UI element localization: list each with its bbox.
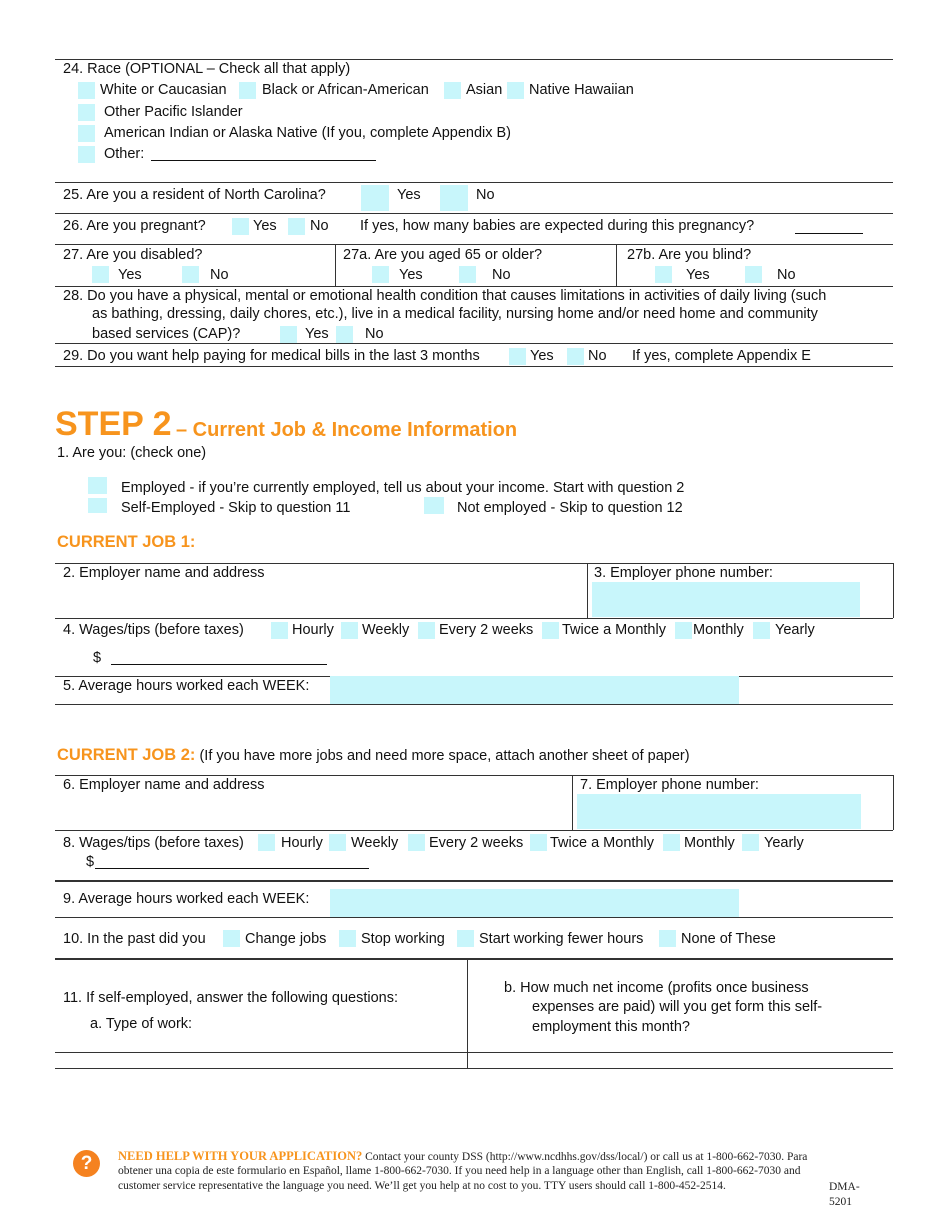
divider bbox=[335, 244, 336, 286]
q25-yes-checkbox[interactable] bbox=[361, 185, 389, 211]
job1-hourly-checkbox[interactable] bbox=[271, 622, 288, 639]
q26-no: No bbox=[310, 218, 329, 234]
job2-yearly: Yearly bbox=[764, 835, 804, 851]
job1-biweekly-checkbox[interactable] bbox=[418, 622, 435, 639]
job1-wages-label: 4. Wages/tips (before taxes) bbox=[63, 622, 244, 638]
checkbox-pacific-islander[interactable] bbox=[78, 104, 95, 121]
job2-dollar: $ bbox=[86, 854, 95, 870]
option-asian: Asian bbox=[466, 82, 503, 98]
self-employed-label: Self-Employed - Skip to question 11 bbox=[121, 500, 351, 516]
q10-fewer-hours: Start working fewer hours bbox=[479, 931, 644, 947]
job2-biweekly: Every 2 weeks bbox=[429, 835, 524, 851]
job2-hourly: Hourly bbox=[281, 835, 323, 851]
q27a-yes: Yes bbox=[399, 267, 423, 283]
q27-yes-checkbox[interactable] bbox=[92, 266, 109, 283]
q27b-no: No bbox=[777, 267, 796, 283]
option-black: Black or African-American bbox=[262, 82, 429, 98]
q25-yes: Yes bbox=[397, 187, 421, 203]
job1-twice-monthly: Twice a Monthly bbox=[562, 622, 666, 638]
job2-hours-label: 9. Average hours worked each WEEK: bbox=[63, 891, 310, 907]
option-pacific-islander: Other Pacific Islander bbox=[104, 104, 243, 120]
divider bbox=[55, 917, 893, 918]
divider bbox=[893, 775, 894, 830]
checkbox-asian[interactable] bbox=[444, 82, 461, 99]
option-american-indian: American Indian or Alaska Native (If you, complete Appendix B) bbox=[104, 125, 512, 141]
q27a-label: 27a. Are you aged 65 or older? bbox=[343, 247, 543, 263]
job1-dollar: $ bbox=[93, 650, 102, 666]
divider bbox=[55, 1052, 893, 1053]
job1-yearly: Yearly bbox=[775, 622, 815, 638]
job2-note: (If you have more jobs and need more space, attach another sheet of paper) bbox=[199, 748, 690, 764]
q10-none: None of These bbox=[681, 931, 776, 947]
other-input[interactable] bbox=[151, 160, 376, 161]
job1-monthly: Monthly bbox=[693, 622, 744, 638]
divider bbox=[55, 880, 893, 882]
q28-line2: as bathing, dressing, daily chores, etc.), live in a medical facility, nursing home and/or need home and community bbox=[92, 306, 818, 322]
q25-label: 25. Are you a resident of North Carolina? bbox=[63, 187, 326, 203]
divider bbox=[55, 618, 893, 619]
job2-hours-input[interactable] bbox=[330, 889, 739, 917]
help-line2: obtener una copia de este formulario en Español, llame 1-800-662-7030. If you need help in a language other than English, call 1-800-662-7030 and bbox=[118, 1165, 801, 1177]
q11-b-line2: expenses are paid) will you get form this self- bbox=[532, 999, 823, 1015]
q27b-label: 27b. Are you blind? bbox=[627, 247, 752, 263]
job1-phone-input[interactable] bbox=[592, 582, 860, 617]
divider bbox=[55, 704, 893, 705]
job1-weekly-checkbox[interactable] bbox=[341, 622, 358, 639]
q25-no-checkbox[interactable] bbox=[440, 185, 468, 211]
divider bbox=[55, 213, 893, 214]
job2-phone-label: 7. Employer phone number: bbox=[580, 777, 759, 793]
job2-hourly-checkbox[interactable] bbox=[258, 834, 275, 851]
q27-yes: Yes bbox=[118, 267, 142, 283]
job2-twice-monthly: Twice a Monthly bbox=[550, 835, 654, 851]
q28-line3: based services (CAP)? bbox=[92, 326, 241, 342]
q28-no-checkbox[interactable] bbox=[336, 326, 353, 343]
q27-label: 27. Are you disabled? bbox=[63, 247, 203, 263]
q29-no: No bbox=[588, 348, 607, 364]
job1-twice-monthly-checkbox[interactable] bbox=[542, 622, 559, 639]
option-native-hawaiian: Native Hawaiian bbox=[529, 82, 634, 98]
q10-change-jobs: Change jobs bbox=[245, 931, 327, 947]
job2-employer-label: 6. Employer name and address bbox=[63, 777, 265, 793]
q10-stop-working-checkbox[interactable] bbox=[339, 930, 356, 947]
divider bbox=[55, 563, 893, 564]
job2-wages-label: 8. Wages/tips (before taxes) bbox=[63, 835, 244, 851]
checkbox-other[interactable] bbox=[78, 146, 95, 163]
checkbox-black[interactable] bbox=[239, 82, 256, 99]
employed-checkbox[interactable] bbox=[88, 477, 107, 494]
q28-no: No bbox=[365, 326, 384, 342]
job1-hourly: Hourly bbox=[292, 622, 334, 638]
job2-wage-input[interactable] bbox=[95, 868, 369, 869]
q11-b-line3: employment this month? bbox=[532, 1019, 690, 1035]
job1-hours-input[interactable] bbox=[330, 676, 739, 704]
step2-title: – Current Job & Income Information bbox=[176, 419, 518, 441]
job1-weekly: Weekly bbox=[362, 622, 410, 638]
divider bbox=[55, 958, 893, 960]
divider bbox=[55, 59, 893, 60]
q25-no: No bbox=[476, 187, 495, 203]
checkbox-native-hawaiian[interactable] bbox=[507, 82, 524, 99]
divider bbox=[55, 244, 893, 245]
q27-no-checkbox[interactable] bbox=[182, 266, 199, 283]
divider bbox=[55, 286, 893, 287]
job2-heading: CURRENT JOB 2: bbox=[57, 746, 196, 764]
job2-biweekly-checkbox[interactable] bbox=[408, 834, 425, 851]
q27-no: No bbox=[210, 267, 229, 283]
self-employed-checkbox[interactable] bbox=[88, 498, 107, 513]
divider bbox=[55, 343, 893, 344]
q10-change-jobs-checkbox[interactable] bbox=[223, 930, 240, 947]
help-line3: customer service representative the language you need. We’ll get you help at no cost to you. TTY users should call 1-800-452-2514. bbox=[118, 1180, 726, 1192]
q27b-yes: Yes bbox=[686, 267, 710, 283]
job1-biweekly: Every 2 weeks bbox=[439, 622, 534, 638]
q29-yes-checkbox[interactable] bbox=[509, 348, 526, 365]
q10-label: 10. In the past did you bbox=[63, 931, 206, 947]
divider bbox=[55, 830, 893, 831]
job1-monthly-checkbox[interactable] bbox=[675, 622, 692, 639]
divider bbox=[893, 563, 894, 618]
job1-phone-label: 3. Employer phone number: bbox=[594, 565, 773, 581]
option-white: White or Caucasian bbox=[100, 82, 227, 98]
job2-weekly-checkbox[interactable] bbox=[329, 834, 346, 851]
job2-twice-monthly-checkbox[interactable] bbox=[530, 834, 547, 851]
job1-yearly-checkbox[interactable] bbox=[753, 622, 770, 639]
q27a-no-checkbox[interactable] bbox=[459, 266, 476, 283]
q10-fewer-hours-checkbox[interactable] bbox=[457, 930, 474, 947]
q24-label: 24. Race (OPTIONAL – Check all that apply) bbox=[63, 61, 351, 77]
q27a-yes-checkbox[interactable] bbox=[372, 266, 389, 283]
step2-number: STEP 2 bbox=[55, 405, 172, 443]
help-question-icon: ? bbox=[73, 1150, 100, 1177]
q28-yes: Yes bbox=[305, 326, 329, 342]
job2-heading-row bbox=[57, 746, 690, 765]
help-text-1: Contact your county DSS (http://www.ncdhhs.gov/dss/local/) or call us at 1-800-662-7030. Para bbox=[362, 1151, 808, 1163]
q26-yes-checkbox[interactable] bbox=[232, 218, 249, 235]
job2-monthly: Monthly bbox=[684, 835, 735, 851]
q27b-no-checkbox[interactable] bbox=[745, 266, 762, 283]
divider bbox=[587, 563, 588, 618]
form-id-2: 5201 bbox=[829, 1196, 852, 1208]
job1-employer-label: 2. Employer name and address bbox=[63, 565, 265, 581]
step2-q1: 1. Are you: (check one) bbox=[57, 445, 207, 461]
job1-hours-label: 5. Average hours worked each WEEK: bbox=[63, 678, 310, 694]
q27b-yes-checkbox[interactable] bbox=[655, 266, 672, 283]
job2-weekly: Weekly bbox=[351, 835, 399, 851]
option-other: Other: bbox=[104, 146, 145, 162]
q10-stop-working: Stop working bbox=[361, 931, 445, 947]
q28-yes-checkbox[interactable] bbox=[280, 326, 297, 343]
job1-wage-input[interactable] bbox=[111, 664, 327, 665]
divider bbox=[55, 775, 893, 776]
divider bbox=[55, 182, 893, 183]
q26-label: 26. Are you pregnant? bbox=[63, 218, 206, 234]
not-employed-label: Not employed - Skip to question 12 bbox=[457, 500, 683, 516]
q11-label: 11. If self-employed, answer the following questions: bbox=[63, 990, 399, 1006]
q26-no-checkbox[interactable] bbox=[288, 218, 305, 235]
q29-no-checkbox[interactable] bbox=[567, 348, 584, 365]
divider bbox=[55, 1068, 893, 1069]
q26-followup: If yes, how many babies are expected during this pregnancy? bbox=[360, 218, 755, 234]
q27a-no: No bbox=[492, 267, 511, 283]
checkbox-white[interactable] bbox=[78, 82, 95, 99]
q11-a: a. Type of work: bbox=[90, 1016, 193, 1032]
babies-count-input[interactable] bbox=[795, 233, 863, 234]
divider bbox=[55, 366, 893, 367]
job2-monthly-checkbox[interactable] bbox=[663, 834, 680, 851]
form-id-1: DMA- bbox=[829, 1181, 860, 1193]
help-heading: NEED HELP WITH YOUR APPLICATION? bbox=[118, 1149, 363, 1163]
q29-label: 29. Do you want help paying for medical bills in the last 3 months bbox=[63, 348, 480, 364]
q29-note: If yes, complete Appendix E bbox=[632, 348, 811, 364]
divider bbox=[616, 244, 617, 286]
checkbox-american-indian[interactable] bbox=[78, 125, 95, 142]
not-employed-checkbox[interactable] bbox=[424, 497, 444, 514]
divider bbox=[572, 775, 573, 830]
q26-yes: Yes bbox=[253, 218, 277, 234]
employed-label: Employed - if you’re currently employed, tell us about your income. Start with question 2 bbox=[121, 480, 685, 496]
q29-yes: Yes bbox=[530, 348, 554, 364]
job2-yearly-checkbox[interactable] bbox=[742, 834, 759, 851]
q28-line1: 28. Do you have a physical, mental or emotional health condition that causes limitations in activities of daily living (such bbox=[63, 288, 827, 304]
job2-phone-input[interactable] bbox=[577, 794, 861, 829]
q10-none-checkbox[interactable] bbox=[659, 930, 676, 947]
job1-heading: CURRENT JOB 1: bbox=[57, 533, 196, 551]
q11-b-line1: b. How much net income (profits once business bbox=[504, 980, 809, 996]
